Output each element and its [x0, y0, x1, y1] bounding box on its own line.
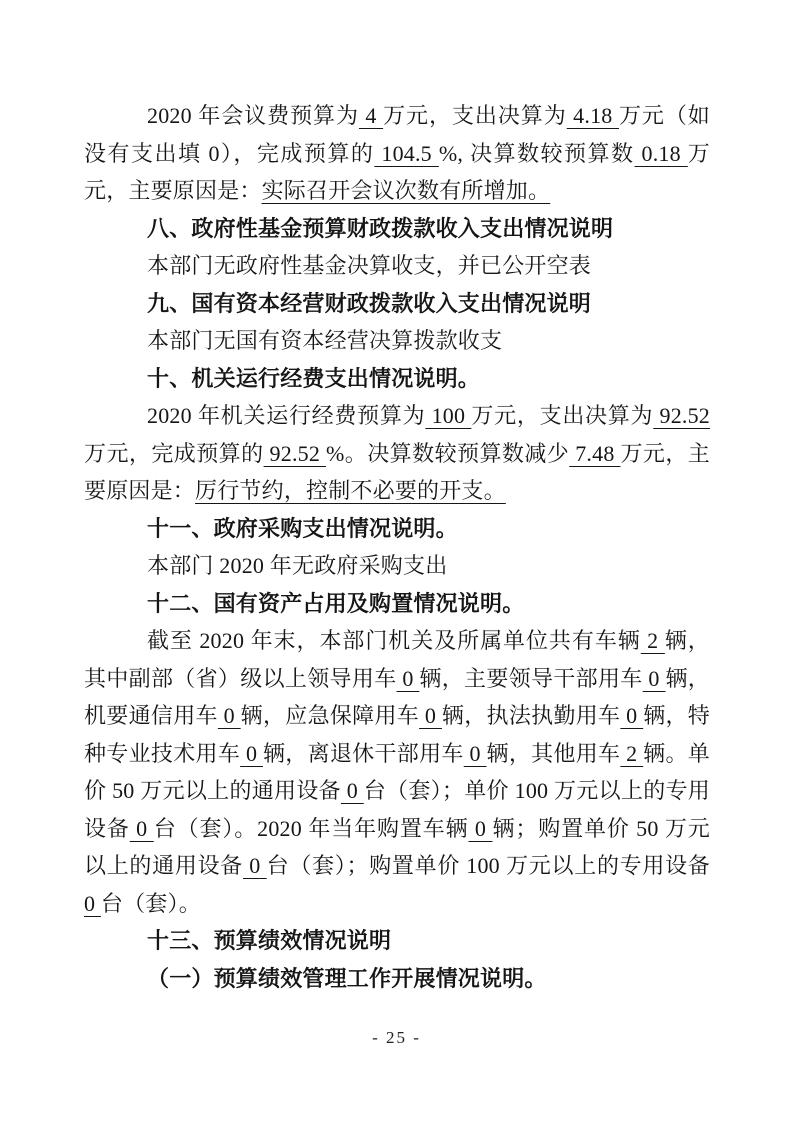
filled-value: 0 — [129, 815, 154, 841]
filled-value: 0 — [468, 815, 493, 841]
text-run: 本部门无政府性基金决算收支，并已公开空表 — [147, 253, 592, 278]
filled-value: 2 — [640, 628, 665, 653]
text-run: 台（套）；单价 100 万元以上的专用设备 — [84, 778, 710, 841]
text-run: 台（套）。2020 年当年购置车辆 — [153, 815, 469, 841]
text-run: 万元，主要原因是： — [84, 140, 710, 203]
heading-section-13 — [84, 922, 710, 960]
heading-section-12 — [84, 585, 710, 623]
para-no-state-capital — [84, 322, 710, 360]
text-run: 万元，完成预算的 — [84, 440, 264, 466]
text-run: 本部门 2020 年无政府采购支出 — [147, 553, 448, 578]
text-run: 本部门无国有资本经营决算拨款收支 — [147, 328, 503, 353]
filled-value: 0 — [463, 740, 487, 766]
text-run: %, 决算数较预算数 — [438, 140, 635, 166]
text-run: %。决算数较预算数减少 — [326, 440, 570, 466]
filled-value: 实际召开会议次数有所增加。 — [261, 178, 551, 203]
heading-section-11 — [84, 510, 710, 548]
para-no-govt-fund — [84, 247, 710, 285]
heading-section-10 — [84, 360, 710, 398]
text-run: 台（套）；购置单价 100 万元以上的专用设备 — [266, 853, 710, 878]
filled-value: 4 — [358, 103, 384, 128]
filled-value: 92.52 — [653, 403, 710, 428]
filled-value: 0 — [340, 778, 364, 803]
filled-value: 7.48 — [569, 440, 621, 466]
text-run: 辆，其他用车 — [486, 740, 621, 766]
document-body — [84, 97, 710, 997]
text-run: 辆，机要通信用车 — [84, 665, 710, 728]
para-operating-expense — [84, 397, 710, 510]
text-run: 辆，离退休干部用车 — [262, 740, 464, 766]
text-run: 台（套）。 — [100, 890, 201, 916]
text-run: 辆，其中副部（省）级以上领导用车 — [84, 628, 710, 691]
filled-value: 0 — [642, 665, 666, 691]
text-run: 十三、预算绩效情况说明 — [147, 928, 392, 953]
para-state-assets — [84, 622, 710, 922]
text-run: 十、机关运行经费支出情况说明。 — [147, 365, 481, 391]
filled-value: 0 — [396, 665, 420, 691]
text-run: 万元，支出决算为 — [471, 403, 654, 428]
text-run: 十二、国有资产占用及购置情况说明。 — [147, 590, 525, 616]
text-run: 辆，应急保障用车 — [240, 703, 420, 728]
heading-section-8 — [84, 210, 710, 248]
text-run: 辆，主要领导干部用车 — [419, 665, 643, 691]
para-meeting-fee — [84, 97, 710, 210]
text-run: 2020 年机关运行经费预算为 — [147, 403, 426, 428]
filled-value: 4.18 — [566, 103, 619, 128]
para-no-procurement — [84, 547, 710, 585]
filled-value: 104.5 — [374, 140, 439, 166]
text-run: 辆，特种专业技术用车 — [84, 703, 710, 766]
page-number: - 25 - — [372, 1028, 421, 1047]
text-run: 万元，支出决算为 — [383, 103, 567, 128]
filled-value: 2 — [620, 740, 644, 766]
text-run: 万元（如没有支出填 0），完成预算的 — [84, 103, 711, 166]
text-run: 八、政府性基金预算财政拨款收入支出情况说明 — [147, 215, 614, 241]
heading-section-9 — [84, 285, 710, 323]
filled-value: 0.18 — [634, 140, 688, 166]
filled-value: 92.52 — [263, 440, 326, 466]
text-run: 辆，执法执勤用车 — [441, 703, 621, 728]
filled-value: 0 — [243, 853, 267, 878]
filled-value: 0 — [240, 740, 263, 766]
text-run: 辆；购置单价 50 万元以上的通用设备 — [84, 815, 710, 878]
text-run: （一）预算绩效管理工作开展情况说明。 — [147, 965, 547, 991]
filled-value: 0 — [419, 703, 442, 728]
text-run: 万元，主要原因是： — [84, 440, 711, 503]
filled-value: 厉行节约，控制不必要的开支。 — [195, 478, 506, 503]
text-run: 2020 年会议费预算为 — [147, 103, 359, 128]
filled-value: 100 — [425, 403, 472, 428]
filled-value: 0 — [84, 890, 101, 916]
text-run: 截至 2020 年末，本部门机关及所属单位共有车辆 — [147, 628, 641, 653]
filled-value: 0 — [620, 703, 644, 728]
filled-value: 0 — [217, 703, 241, 728]
text-run: 九、国有资本经营财政拨款收入支出情况说明 — [147, 290, 592, 316]
heading-subsection-1 — [84, 960, 710, 998]
text-run: 十一、政府采购支出情况说明。 — [147, 515, 458, 541]
text-run: 辆。单价 50 万元以上的通用设备 — [84, 740, 710, 803]
